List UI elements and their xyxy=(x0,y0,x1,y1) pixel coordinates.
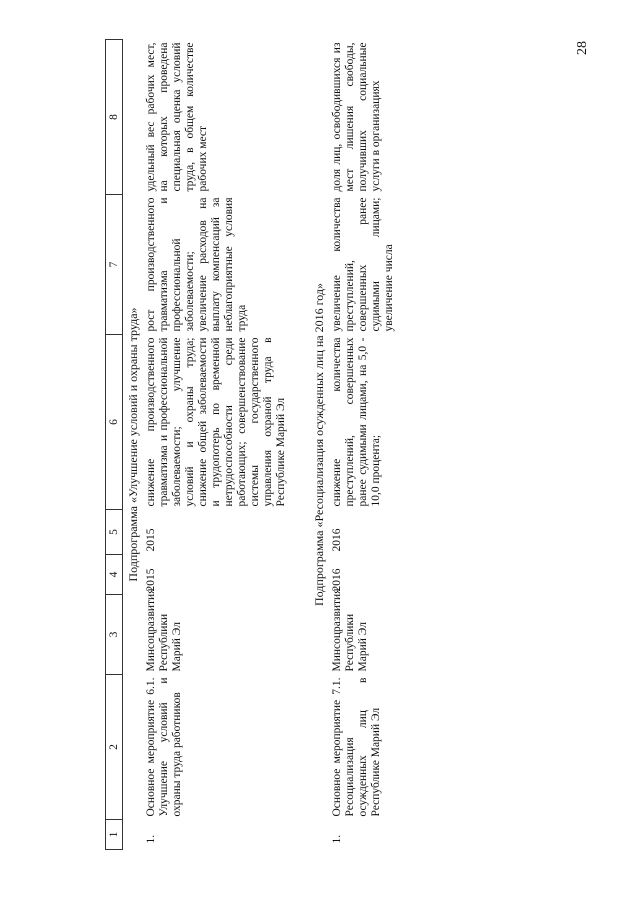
event-name: Основное мероприятие 7.1. Ресоциализация осужденных лиц в Республике Марий Эл xyxy=(331,677,382,817)
start-year: 2015 xyxy=(145,568,157,592)
subprogram-heading-row xyxy=(309,40,330,850)
end-year: 2016 xyxy=(331,528,343,552)
row-number: 1. xyxy=(331,834,343,844)
column-header: 1 xyxy=(106,820,123,850)
non-implementation-consequence: рост производственного травматизма и профессиональной заболеваемости; увеличение расходов на выплату компенсаций за неблагоприятные условия труда xyxy=(145,197,248,332)
non-implementation-consequence: увеличение количества преступлений, совершенных ранее судимыми лицами; увеличение числа xyxy=(331,197,395,332)
measures-table xyxy=(105,39,397,850)
end-year: 2015 xyxy=(145,528,157,552)
column-header: 8 xyxy=(106,40,123,195)
expected-result: снижение производственного травматизма и профессиональной заболеваемости; улучшение условий и охраны труда; снижение общей заболеваемости и трудопотерь по временной нетрудоспособности среди работающих; совершенствование системы государственного управления охраной труда в Республике Марий Эл xyxy=(145,337,287,507)
column-header: 6 xyxy=(106,335,123,510)
column-header: 5 xyxy=(106,510,123,555)
table-row xyxy=(144,40,309,850)
rotated-table-sheet xyxy=(105,40,555,850)
expected-result: снижение количества преступлений, совершенных ранее судимыми лицами, на 5,0 - 10,0 процента; xyxy=(331,337,382,507)
subprogram-title: Подпрограмма «Улучшение условий и охраны труда» xyxy=(126,307,140,582)
start-year: 2016 xyxy=(331,568,343,592)
indicator-link: удельный вес рабочих мест, на которых проведена специальная оценка условий труда, в общем количестве рабочих мест xyxy=(145,42,209,192)
column-header: 7 xyxy=(106,195,123,335)
row-number: 1. xyxy=(145,834,157,844)
executor: Минсоцразвития Республики Марий Эл xyxy=(331,588,369,672)
subprogram-heading-row xyxy=(123,40,145,850)
column-header: 2 xyxy=(106,675,123,820)
column-number-row xyxy=(106,40,123,850)
subprogram-title: Подпрограмма «Ресоциализация осужденных лиц на 2016 год» xyxy=(312,283,326,607)
indicator-link: доля лиц, освободившихся из мест лишения свободы, получивших социальные услуги в организациях xyxy=(331,42,382,192)
page-number: 28 xyxy=(575,41,590,55)
column-header: 3 xyxy=(106,595,123,675)
executor: Минсоцразвития Республики Марий Эл xyxy=(145,588,183,672)
table-row xyxy=(330,40,397,850)
column-header: 4 xyxy=(106,555,123,595)
event-name: Основное мероприятие 6.1. Улучшение условий и охраны труда работников xyxy=(145,677,183,817)
